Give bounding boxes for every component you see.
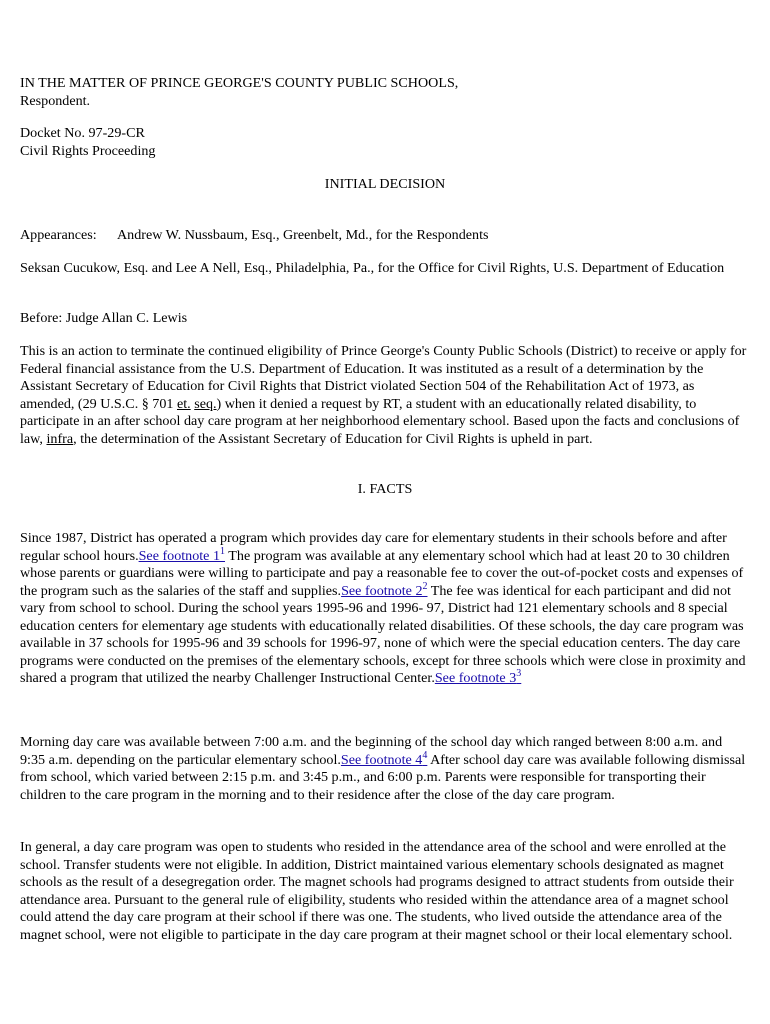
footnote-3-link[interactable]	[435, 670, 521, 686]
facts-heading: I. FACTS	[357, 481, 413, 497]
facts-p2-text-a: Morning day care was available between 7:00 a.m. and the beginning of the school day which ranged between 8:00 a.m. and 9:35 a.m. depending on the particular elementary school.	[20, 734, 723, 768]
intro-text-1: This is an action to terminate the continued eligibility of Prince George's County Public Schools (District) to receive or apply for Federal financial assistance from the U.S. Department of Education. It was instituted as a result of a determination by the Assistant Secretary of Education for Civil Rights that District violated Section 504 of the Rehabilitation Act of 1973, as amended, (29 U.S.C. § 701	[20, 343, 747, 412]
footnote-1-link[interactable]	[138, 545, 226, 564]
presiding-judge: Before: Judge Allan C. Lewis	[20, 310, 188, 326]
intro-paragraph	[20, 343, 750, 448]
intro-seq: seq.	[194, 395, 217, 412]
caption-line-1: IN THE MATTER OF PRINCE GEORGE'S COUNTY PUBLIC SCHOOLS,	[20, 75, 459, 91]
footnote-4-link-text[interactable]: See footnote 4	[340, 751, 423, 768]
facts-p1-text-c: The fee was identical for each participant and did not vary from school to school. During the school years 1995-96 and 1996- 97, District had 121 elementary schools and 8 special education centers for elementary age students with educationally related disabilities. Of these schools, the day care program was available in 37 schools for 1995-96 and 39 schools for 1996-97, none of which were the special education centers. The day care programs were conducted on the premises of the elementary schools, except for three schools which were close in proximity and shared a program that utilized the nearby Challenger Instructional Center.	[20, 582, 746, 686]
footnote-1-link-text[interactable]: See footnote 1	[138, 547, 221, 564]
facts-p1-text-a: Since 1987, District has operated a program which provides day care for elementary students in their schools before and after regular school hours.	[20, 530, 727, 564]
appearances-ocr-counsel: Seksan Cucukow, Esq. and Lee A Nell, Esq., Philadelphia, Pa., for the Office for Civil Rights, U.S. Department of Education	[20, 260, 725, 276]
appearances-label: Appearances:	[20, 227, 97, 243]
case-caption	[20, 75, 750, 110]
facts-paragraph-2	[20, 734, 750, 804]
intro-text-2: ) when it denied a request by RT, a student with an educationally related disability, to participate in an after school day care program at her neighborhood elementary school. Based upon the facts and conclusions of law,	[20, 395, 740, 447]
intro-infra: infra	[46, 430, 74, 447]
proceeding-type: Civil Rights Proceeding	[20, 142, 156, 159]
intro-et: et.	[176, 395, 191, 412]
footnote-4-marker[interactable]: 4	[422, 749, 428, 761]
footnote-2-link[interactable]	[341, 580, 428, 599]
intro-text-3: , the determination of the Assistant Secretary of Education for Civil Rights is upheld in part.	[73, 430, 593, 447]
decision-title: INITIAL DECISION	[324, 176, 446, 192]
footnote-2-link-text[interactable]: See footnote 2	[341, 582, 423, 599]
footnote-3-marker[interactable]: 3	[516, 668, 522, 679]
appearances-respondent	[20, 227, 750, 245]
facts-paragraph-1	[20, 530, 750, 688]
caption-line-2: Respondent.	[20, 92, 91, 109]
facts-paragraph-3: In general, a day care program was open to students who resided in the attendance area of the school and were enrolled at the school. Transfer students were not eligible. In addition, District maintained various elementary schools designated as magnet schools as the result of a desegregation order. The magnet schools had programs designed to attract students from outside their attendance area. Pursuant to the general rule of eligibility, students who resided within the attendance area of a magnet school could attend the day care program at their school if there was one. The students, who lived outside the attendance area of the magnet school, were not eligible to participate in the day care program at their magnet school or their local elementary school.	[20, 839, 734, 943]
footnote-2-marker[interactable]: 2	[422, 580, 428, 592]
footnote-3-link-text[interactable]: See footnote 3	[434, 670, 517, 686]
docket-info	[20, 125, 750, 160]
docket-number: Docket No. 97-29-CR	[20, 125, 145, 141]
respondent-counsel: Andrew W. Nussbaum, Esq., Greenbelt, Md., for the Respondents	[117, 227, 489, 243]
facts-p2-text-b: After school day care was available following dismissal from school, which varied between 2:15 p.m. and 3:45 p.m., and 6:00 p.m. Parents were responsible for transporting their children to the care program in the morning and to their residence after the close of the day care program.	[20, 751, 746, 803]
facts-p1-text-b: The program was available at any elementary school which had at least 20 to 30 children whose parents or guardians were willing to participate and pay a reasonable fee to cover the out-of-pocket costs and expenses of the program such as the salaries of the staff and supplies.	[20, 547, 744, 599]
footnote-4-link[interactable]	[340, 749, 428, 768]
footnote-1-marker[interactable]: 1	[220, 545, 226, 557]
